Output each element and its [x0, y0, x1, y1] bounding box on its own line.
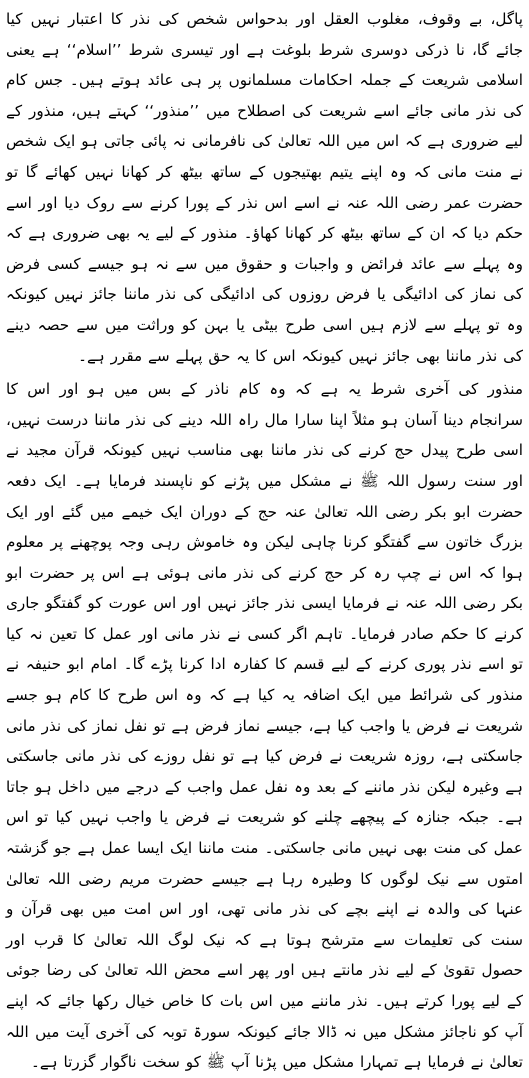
- document-page: [6, 4, 523, 1072]
- paragraph-2: منذور کی آخری شرط یہ ہے کہ وہ کام ناذر کے بس میں ہو اور اس کا سرانجام دینا آسان ہو مثلاً اپنا سارا مال راہ اللہ دینے کی نذر ماننا درست نہیں، اسی طرح پیدل حج کرنے کی نذر ماننا بھی مناسب نہیں کیونکہ قرآن مجید نے اور سنت رسول اللہ ﷺ نے مشکل میں پڑنے کو ناپسند فرمایا ہے۔ ایک دفعہ حضرت ابو بکر رضی اللہ تعالیٰ عنہ حج کے دوران ایک خیمے میں گئے اور ایک بزرگ خاتون سے گفتگو کرنا چاہی لیکن وہ خاموش رہی وجہ پوچھنے پر معلوم ہوا کہ اس نے چپ رہ کر حج کرنے کی نذر مانی ہوئی ہے اس پر حضرت ابو بکر رضی اللہ عنہ نے فرمایا ایسی نذر جائز نہیں اور اس عورت کو گفتگو جاری کرنے کا حکم صادر فرمایا۔ تاہم اگر کسی نے نذر مانی اور عمل کا تعین نہ کیا تو اسے نذر پوری کرنے کے لیے قسم کا کفارہ ادا کرنا پڑے گا۔ امام ابو حنیفہ نے منذور کی شرائط میں ایک اضافہ یہ کیا ہے کہ وہ اس طرح کا کام ہو جسے شریعت نے فرض یا واجب کیا ہے، جیسے نماز فرض ہے تو نفل نماز کی نذر مانی جاسکتی ہے، روزہ شریعت نے فرض کیا ہے تو نفل روزے کی نذر مانی جاسکتی ہے وغیرہ لیکن نذر ماننے کے بعد وہ نفل عمل واجب کے درجے میں داخل ہو جاتا ہے۔ جبکہ جنازہ کے پیچھے چلنے کو شریعت نے فرض یا واجب نہیں کیا تو اس عمل کی منت بھی نہیں مانی جاسکتی۔ منت ماننا ایک ایسا عمل ہے جو گزشتہ امتوں سے نیک لوگوں کا وطیرہ رہا ہے جیسے حضرت مریم رضی اللہ تعالیٰ عنہا کی والدہ نے اپنے بچے کی نذر مانی تھی، اور اس امت میں بھی قرآن و سنت کی تعلیمات سے مترشح ہوتا ہے کہ نیک لوگ اللہ تعالیٰ کا قرب اور حصول تقویٰ کے لیے نذر مانتے ہیں اور پھر اسے محض اللہ تعالیٰ کی رضا جوئی کے لیے پورا کرتے ہیں۔ نذر ماننے میں اس بات کا خاص خیال رکھا جائے کہ اپنے آپ کو ناجائز مشکل میں نہ ڈالا جائے کیونکہ سورۃ توبہ کی آخری آیت میں اللہ تعالیٰ نے فرمایا ہے تمہارا مشکل میں پڑنا آپ ﷺ کو سخت ناگوار گزرتا ہے۔: [6, 380, 523, 1072]
- paragraph-1: پاگل، بے وقوف، مغلوب العقل اور بدحواس شخص کی نذر کا اعتبار نہیں کیا جائے گا، نا ذرکی دوسری شرط بلوغت ہے اور تیسری شرط ’’اسلام‘‘ ہے یعنی اسلامی شریعت کے جملہ احکامات مسلمانوں پر ہی عائد ہوتے ہیں۔ جس کام کی نذر مانی جائے اسے شریعت کی اصطلاح میں ’’منذور‘‘ کہتے ہیں، منذور کے لیے ضروری ہے کہ اس میں اللہ تعالیٰ کی نافرمانی نہ پائی جاتی ہو ایک شخص نے منت مانی کہ وہ اپنے یتیم بھتیجوں کے ساتھ بیٹھ کر کھانا نہیں کھائے گا تو حضرت عمر رضی اللہ عنہ نے اسے اس نذر کے پورا کرنے سے روک دیا اور اسے حکم دیا کہ ان کے ساتھ بیٹھ کر کھانا کھاؤ۔ منذور کے لیے یہ بھی ضروری ہے کہ وہ پہلے سے عائد فرائض و واجبات و حقوق میں سے نہ ہو جیسے کسی فرض کی نماز کی ادائیگی یا فرض روزوں کی ادائیگی کی نذر ماننا جائز نہیں کیونکہ وہ تو پہلے سے لازم ہیں اسی طرح بیٹی یا بہن کو وراثت میں سے حصہ دینے کی نذر ماننا بھی جائز نہیں کیونکہ اس کا یہ حق پہلے سے مقرر ہے۔: [6, 10, 523, 365]
